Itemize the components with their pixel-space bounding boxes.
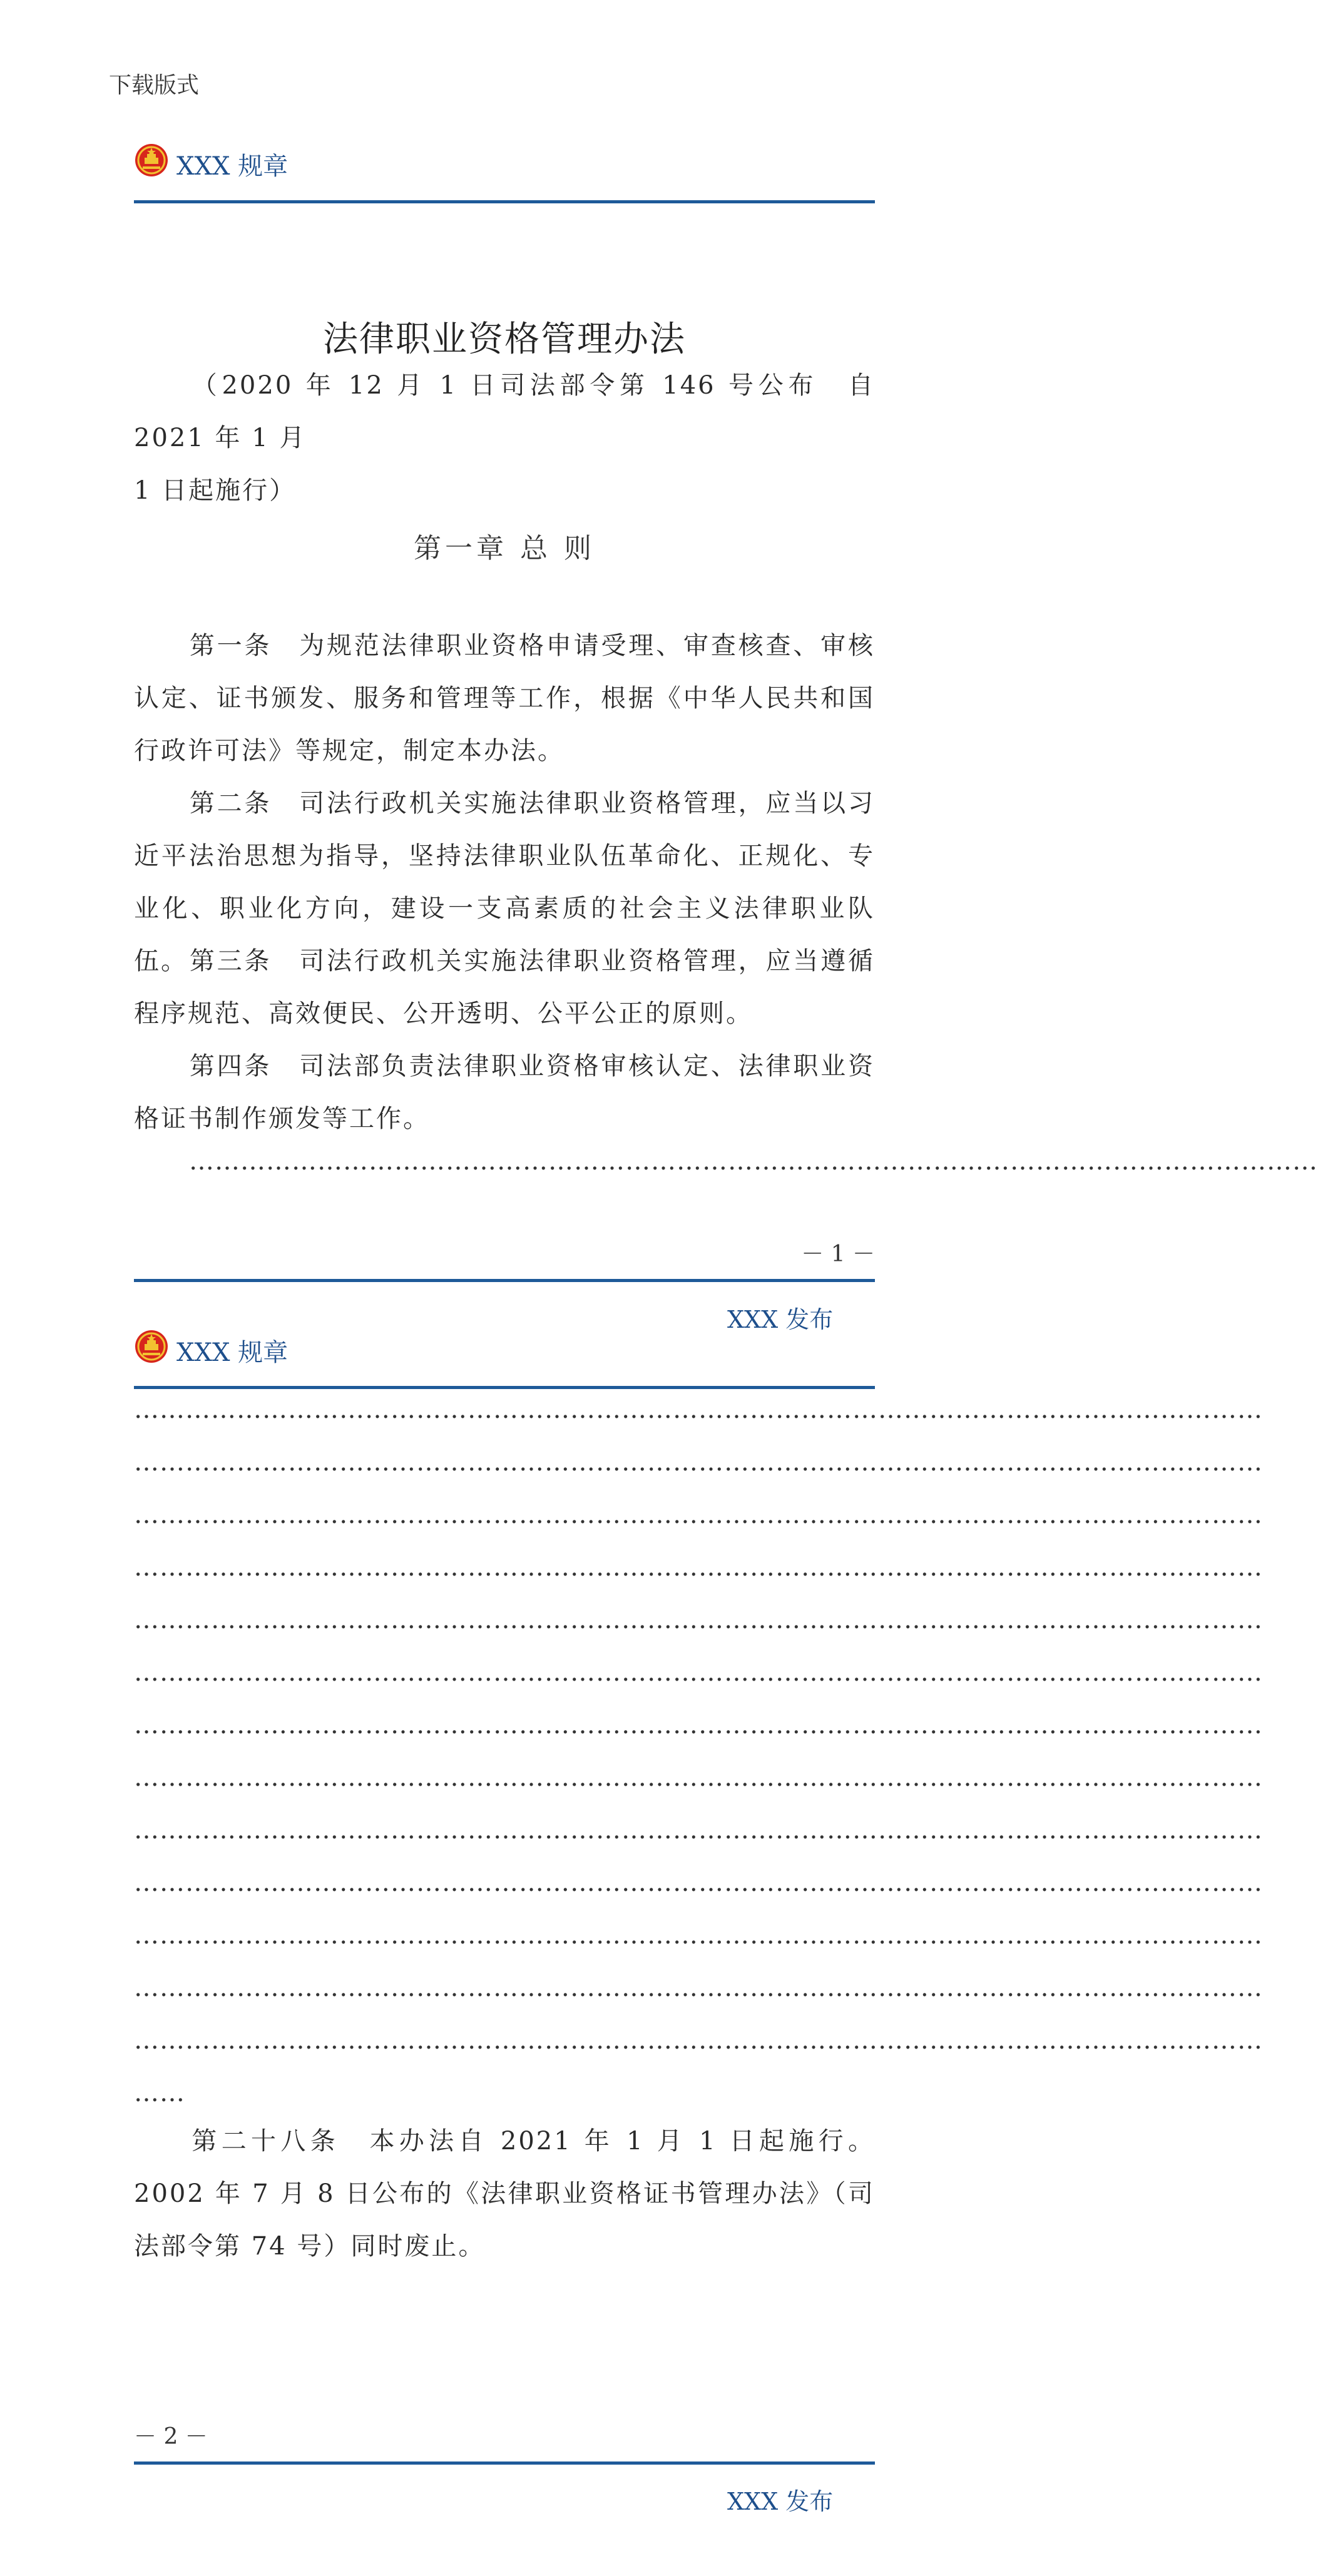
- page1-footer-rule: [134, 1279, 875, 1282]
- ellipsis-short: ……: [134, 2079, 185, 2107]
- ellipsis-line: ……………………………………………………………………………………………………………………: [134, 1395, 1263, 1424]
- subtitle-line1: （2020 年 12 月 1 日司法部令第 146 号公布 自 2021 年 1 月: [134, 371, 875, 452]
- ellipsis-line: ……………………………………………………………………………………………………………………: [134, 1868, 1263, 1897]
- page2-header-rule: [134, 1386, 875, 1389]
- ellipsis-line: ……………………………………………………………………………………………………………………: [134, 2026, 1263, 2055]
- subtitle-line2: 1 日起施行）: [134, 476, 297, 505]
- ellipsis-line: ……………………………………………………………………………………………………………………: [134, 1553, 1263, 1582]
- ellipsis-line: ……………………………………………………………………………………………………………………: [134, 1973, 1263, 2002]
- article-label: 第三条: [189, 947, 272, 975]
- article-text: 司法部负责法律职业资格审核认定、法律职业资格证书制作颁发等工作。: [134, 1052, 876, 1133]
- article-28: [134, 2115, 875, 2273]
- page1-number: － 1 －: [801, 1241, 875, 1267]
- ellipsis-line: ……………………………………………………………………………………………………………………: [134, 1921, 1263, 1950]
- national-emblem-icon: [134, 1329, 169, 1364]
- document-subtitle: [134, 359, 875, 517]
- header-brand: XXX 规章: [176, 1338, 289, 1367]
- ellipsis-line: ……………………………………………………………………………………………………………………: [189, 1147, 1318, 1176]
- ellipsis-line: ……………………………………………………………………………………………………………………: [134, 1711, 1263, 1739]
- chapter-title: 第一章 总 则: [414, 532, 595, 564]
- article-text: 司法行政机关实施法律职业资格管理，应当以习近平法治思想为指导，坚持法律职业队伍革命化、正规化、专业化、职业化方向，建设一支高素质的社会主义法律职业队伍。: [134, 789, 876, 975]
- page1-publisher: XXX 发布: [727, 1306, 834, 1333]
- header-rule: [134, 200, 875, 203]
- article-text: 司法行政机关实施法律职业资格管理，应当遵循程序规范、高效便民、公开透明、公平公正的原则。: [134, 947, 876, 1028]
- article-text: 本办法自 2021 年 1 月 1 日起施行。2002 年 7 月 8 日公布的《法律职业资格证书管理办法》（司法部令第 74 号）同时废止。: [134, 2127, 876, 2261]
- ellipsis-line: ……………………………………………………………………………………………………………………: [134, 1816, 1263, 1845]
- article-label: 第一条: [189, 631, 272, 660]
- ellipsis-line: ……………………………………………………………………………………………………………………: [134, 1763, 1263, 1792]
- page2-publisher: XXX 发布: [727, 2488, 834, 2515]
- ellipsis-line: ……………………………………………………………………………………………………………………: [134, 1606, 1263, 1634]
- ellipsis-line: ……………………………………………………………………………………………………………………: [134, 1500, 1263, 1529]
- page2-number: － 2 －: [134, 2424, 208, 2450]
- ellipsis-line: ……………………………………………………………………………………………………………………: [134, 1448, 1263, 1477]
- article-label: 第四条: [189, 1052, 272, 1081]
- download-format-label: 下载版式: [109, 73, 200, 98]
- header-brand: XXX 规章: [176, 152, 289, 181]
- document-title: 法律职业资格管理办法: [323, 319, 686, 360]
- article-label: 第二十八条: [189, 2127, 340, 2156]
- article-3: [134, 935, 875, 1040]
- page1-header: [134, 143, 875, 180]
- article-text: 为规范法律职业资格申请受理、审查核查、审核认定、证书颁发、服务和管理等工作，根据《中华人民共和国行政许可法》等规定，制定本办法。: [134, 631, 876, 765]
- page2-footer-rule: [134, 2461, 875, 2465]
- national-emblem-icon: [134, 143, 169, 178]
- page2-header: [134, 1329, 875, 1367]
- article-4: [134, 1040, 875, 1145]
- article-1: [134, 619, 875, 777]
- article-label: 第二条: [189, 789, 272, 818]
- ellipsis-line: ……………………………………………………………………………………………………………………: [134, 1658, 1263, 1687]
